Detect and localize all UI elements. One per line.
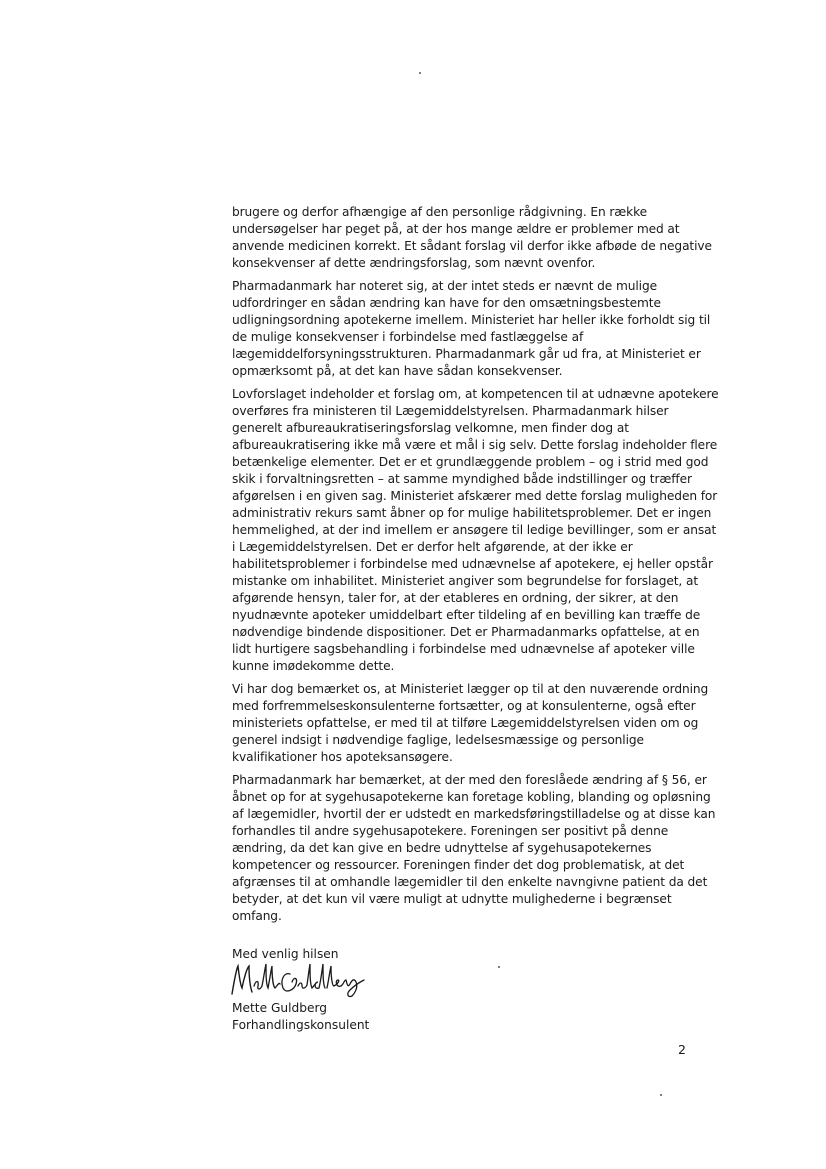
letter-body: [232, 204, 720, 931]
signatory-title: Forhandlingskonsulent: [232, 1018, 370, 1032]
paragraph-2: Pharmadanmark har noteret sig, at der intet steds er nævnt de mulige udfordringer en sådan ændring kan have for den omsætningsbestemte udligningsordning apotekerne imellem. Ministeriet har heller ikke forholdt sig til de mulige konsekvenser i forbindelse med fastlæggelse af lægemiddelforsyningsstrukturen. Pharmadanmark går ud fra, at Ministeriet er opmærksomt på, at det kan have sådan konsekvenser.: [232, 279, 711, 378]
scan-speck: [498, 966, 500, 968]
paragraph-1: brugere og derfor afhængige af den personlige rådgivning. En række undersøgelser har peget på, at der hos mange ældre er problemer med at anvende medicinen korrekt. Et sådant forslag vil derfor ikke afbøde de negative konsekvenser af dette ændringsforslag, som nævnt ovenfor.: [232, 205, 712, 270]
page-number: 2: [678, 1042, 686, 1057]
scan-speck: [660, 1094, 662, 1096]
scan-speck: [419, 72, 421, 74]
closing-salutation: Med venlig hilsen: [232, 947, 339, 961]
paragraph-3: Lovforslaget indeholder et forslag om, at kompetencen til at udnævne apotekere overføres fra ministeren til Lægemiddelstyrelsen. Pharmadanmark hilser generelt afbureaukratiseringsforslag velkomne, men finder dog at afbureaukratisering ikke må være et mål i sig selv. Dette forslag indeholder flere betænkelige elementer. Det er et grundlæggende problem – og i strid med god skik i forvaltningsretten – at samme myndighed både indstillinger og træffer afgørelsen i en given sag. Ministeriet afskærer med dette forslag muligheden for administrativ rekurs samt åbner op for mulige habilitetsproblemer. Det er ingen hemmelighed, at der ind imellem er ansøgere til ledige bevillinger, som er ansat i Lægemiddelstyrelsen. Det er derfor helt afgørende, at der ikke er habilitetsproblemer i forbindelse med udnævnelse af apotekere, ej heller opstår mistanke om inhabilitet. Ministeriet angiver som begrundelse for forslaget, at afgørende hensyn, taler for, at der etableres en ordning, der sikrer, at den nyudnævnte apoteker umiddelbart efter tildeling af en bevilling kan træffe de nødvendige bindende dispositioner. Det er Pharmadanmarks opfattelse, at en lidt hurtigere sagsbehandling i forbindelse med udnævnelse af apoteker ville kunne imødekomme dette.: [232, 387, 719, 673]
handwritten-signature: [228, 958, 368, 1000]
signatory-name: Mette Guldberg: [232, 1001, 328, 1015]
paragraph-5: Pharmadanmark har bemærket, at der med den foreslåede ændring af § 56, er åbnet op for at sygehusapotekerne kan foretage kobling, blanding og opløsning af lægemidler, hvortil der er udstedt en markedsføringstilladelse og at disse kan forhandles til andre sygehusapotekere. Foreningen ser positivt på denne ændring, da det kan give en bedre udnyttelse af sygehusapotekernes kompetencer og ressourcer. Foreningen finder det dog problematisk, at det afgrænses til at omhandle lægemidler til den enkelte navngivne patient da det betyder, at det kun vil være muligt at udnytte mulighederne i begrænset omfang.: [232, 773, 716, 923]
paragraph-4: Vi har dog bemærket os, at Ministeriet lægger op til at den nuværende ordning med forfremmelseskonsulenterne fortsætter, og at konsulenterne, også efter ministeriets opfattelse, er med til at tilføre Lægemiddelstyrelsen viden om og generel indsigt i nødvendige faglige, ledelsesmæssige og personlige kvalifikationer hos apoteksansøgere.: [232, 682, 709, 764]
